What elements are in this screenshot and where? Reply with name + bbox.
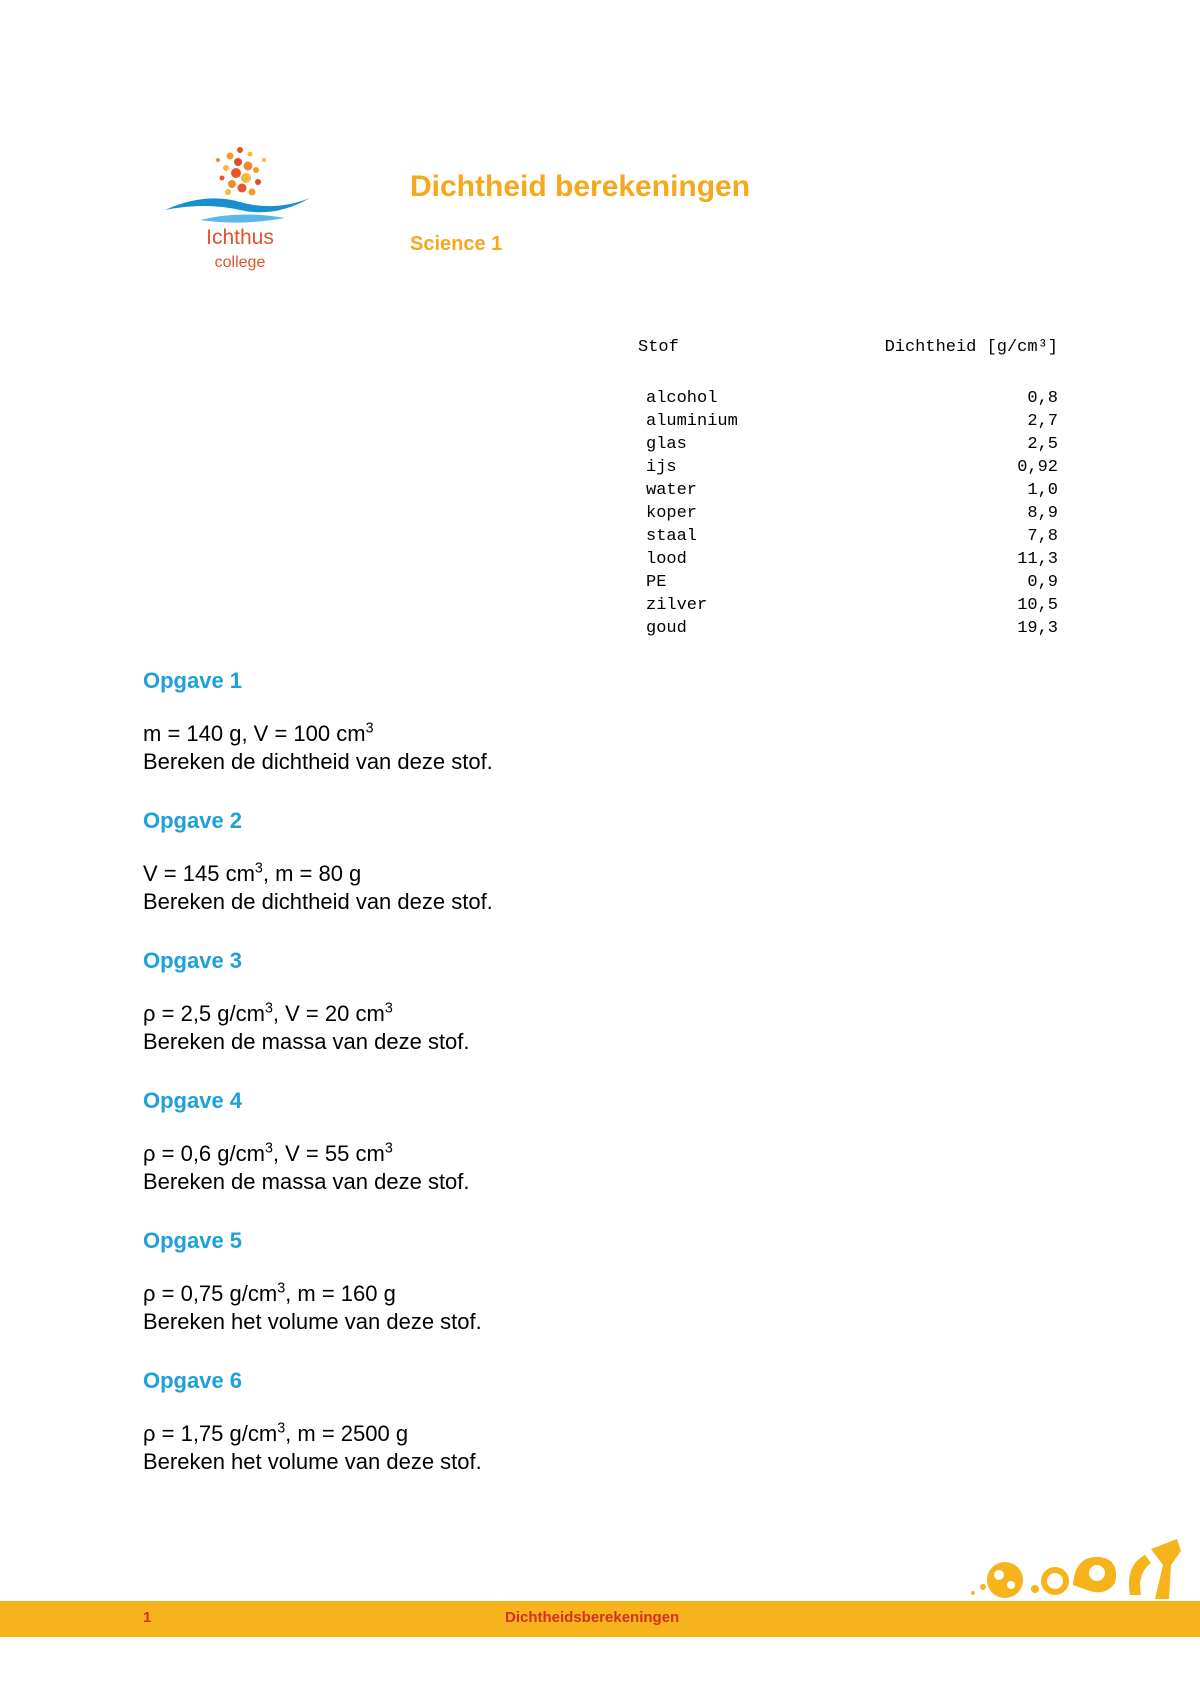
- exercise-5: [143, 1226, 843, 1366]
- density-value: 0,8: [1027, 389, 1058, 408]
- exercise-2: [143, 806, 843, 946]
- density-value: 11,3: [1017, 550, 1058, 569]
- density-value: 1,0: [1027, 481, 1058, 500]
- substance-name: zilver: [646, 596, 708, 615]
- exercise-question: Bereken de massa van deze stof.: [143, 1029, 470, 1054]
- ichthus-college-logo: [160, 140, 320, 285]
- density-table-row: [646, 410, 1058, 433]
- substance-name: staal: [646, 527, 698, 546]
- column-header-density: Dichtheid [g/cm³]: [884, 338, 1058, 357]
- exercise-3: [143, 946, 843, 1086]
- substance-name: alcohol: [646, 389, 718, 408]
- exercise-title: Opgave 5: [143, 1228, 243, 1253]
- substance-name: water: [646, 481, 698, 500]
- density-table-row: [646, 456, 1058, 479]
- density-value: 2,7: [1027, 412, 1058, 431]
- substance-name: glas: [646, 435, 687, 454]
- exercise-question: Bereken het volume van deze stof.: [143, 1449, 482, 1474]
- exercise-given: ρ = 0,75 $g/cm^3$, m = 160 g: [143, 1280, 396, 1306]
- exercise-question: Bereken de dichtheid van deze stof.: [143, 889, 493, 914]
- column-header-substance: Stof: [638, 338, 679, 357]
- density-value: 19,3: [1017, 619, 1058, 638]
- substance-name: koper: [646, 504, 698, 523]
- density-table: [638, 336, 1058, 640]
- density-value: 7,8: [1027, 527, 1058, 546]
- exercise-1: [143, 666, 843, 806]
- density-table-row: [646, 502, 1058, 525]
- density-value: 2,5: [1027, 435, 1058, 454]
- exercise-given: ρ = 1,75 $g/cm^3$, m = 2500 g: [143, 1420, 409, 1446]
- density-table-row: [646, 617, 1058, 640]
- exercise-question: Bereken het volume van deze stof.: [143, 1309, 482, 1334]
- exercise-title: Opgave 6: [143, 1368, 243, 1393]
- exercise-title: Opgave 2: [143, 808, 243, 833]
- substance-name: aluminium: [646, 412, 738, 431]
- exercise-6: [143, 1366, 843, 1506]
- logo-wave-icon: [165, 198, 310, 223]
- exercise-4: [143, 1086, 843, 1226]
- density-table-rows: [638, 387, 1058, 640]
- exercise-given: ρ = 2,5 $g/cm^3$, V = 20 $cm^3$: [143, 1000, 393, 1026]
- density-table-row: [646, 479, 1058, 502]
- density-value: 10,5: [1017, 596, 1058, 615]
- footer-title: Dichtheidsberekeningen: [505, 1609, 680, 1626]
- logo-dots-icon: [216, 147, 266, 196]
- density-value: 0,92: [1017, 458, 1058, 477]
- exercise-list: [143, 666, 843, 1506]
- exercise-given: m = 140 g, V = 100 $cm^3$: [143, 720, 374, 746]
- logo-sub: college: [214, 254, 266, 271]
- substance-name: goud: [646, 619, 687, 638]
- density-table-row: [646, 433, 1058, 456]
- substance-name: ijs: [646, 458, 677, 477]
- substance-name: lood: [646, 550, 687, 569]
- density-table-row: [646, 548, 1058, 571]
- exercise-title: Opgave 1: [143, 668, 243, 693]
- density-table-row: [646, 525, 1058, 548]
- page-number: 1: [143, 1609, 152, 1626]
- exercise-title: Opgave 3: [143, 948, 243, 973]
- exercise-title: Opgave 4: [143, 1088, 243, 1113]
- density-value: 0,9: [1027, 573, 1058, 592]
- logo-name: Ichthus: [206, 226, 274, 249]
- exercise-given: ρ = 0,6 $g/cm^3$, V = 55 $cm^3$: [143, 1140, 393, 1166]
- exercise-question: Bereken de massa van deze stof.: [143, 1169, 470, 1194]
- density-table-row: [646, 594, 1058, 617]
- density-table-row: [646, 387, 1058, 410]
- substance-name: PE: [646, 573, 667, 592]
- density-table-row: [646, 571, 1058, 594]
- exercise-given: V = 145 $cm^3$, m = 80 g: [143, 860, 362, 886]
- density-table-header: [638, 336, 1058, 359]
- page-subtitle: Science 1: [410, 233, 503, 255]
- footer-decoration-icon: [955, 1535, 1200, 1605]
- exercise-question: Bereken de dichtheid van deze stof.: [143, 749, 493, 774]
- page-title: Dichtheid berekeningen: [410, 170, 751, 203]
- density-value: 8,9: [1027, 504, 1058, 523]
